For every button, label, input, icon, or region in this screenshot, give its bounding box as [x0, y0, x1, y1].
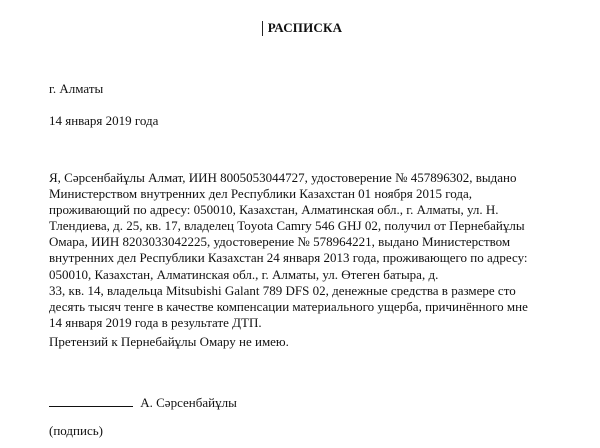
- signature-caption: (подпись): [49, 423, 103, 438]
- body-line: 050010, Казахстан, Алматинская обл., г. Алматы, ул. Өтеген батыра, д.: [49, 266, 439, 282]
- body-paragraph: [49, 170, 528, 331]
- signature-blank: [49, 394, 133, 407]
- city-line: г. Алматы: [49, 81, 104, 96]
- body-line: 33, кв. 14, владельца Mitsubishi Galant 789 DFS 02, денежные средства в размере сто: [49, 282, 516, 298]
- body-line: внутренних дел Республики Казахстан 24 января 2013 года, проживающего по адресу:: [49, 250, 528, 266]
- body-line: проживающий по адресу: 050010, Казахстан, Алматинская обл., г. Алматы, ул. Н.: [49, 202, 499, 218]
- signature-name: А. Сәрсенбайұлы: [140, 395, 237, 410]
- body-line: Тлендиева, д. 25, кв. 17, владелец Toyota Camry 546 GHJ 02, получил от Пернебайұлы: [49, 218, 525, 234]
- title-wrapper: [258, 20, 342, 36]
- document-title-block: [0, 20, 600, 36]
- body-line: Я, Сәрсенбайұлы Алмат, ИИН 8005053044727, удостоверение № 457896302, выдано: [49, 170, 517, 185]
- text-cursor: [262, 21, 263, 36]
- claims-statement: Претензий к Пернебайұлы Омару не имею.: [49, 334, 289, 349]
- body-line: Омара, ИИН 8203033042225, удостоверение № 578964221, выдано Министерством: [49, 234, 511, 250]
- body-line: Министерством внутренних дел Республики Казахстан 01 ноября 2015 года,: [49, 186, 472, 202]
- date-line: 14 января 2019 года: [49, 113, 159, 128]
- document-title: РАСПИСКА: [267, 20, 343, 35]
- body-line: 14 января 2019 года в результате ДТП.: [49, 314, 262, 330]
- body-line: десять тысяч тенге в качестве компенсации материального ущерба, причинённого мне: [49, 298, 528, 314]
- signature-line: [49, 394, 237, 411]
